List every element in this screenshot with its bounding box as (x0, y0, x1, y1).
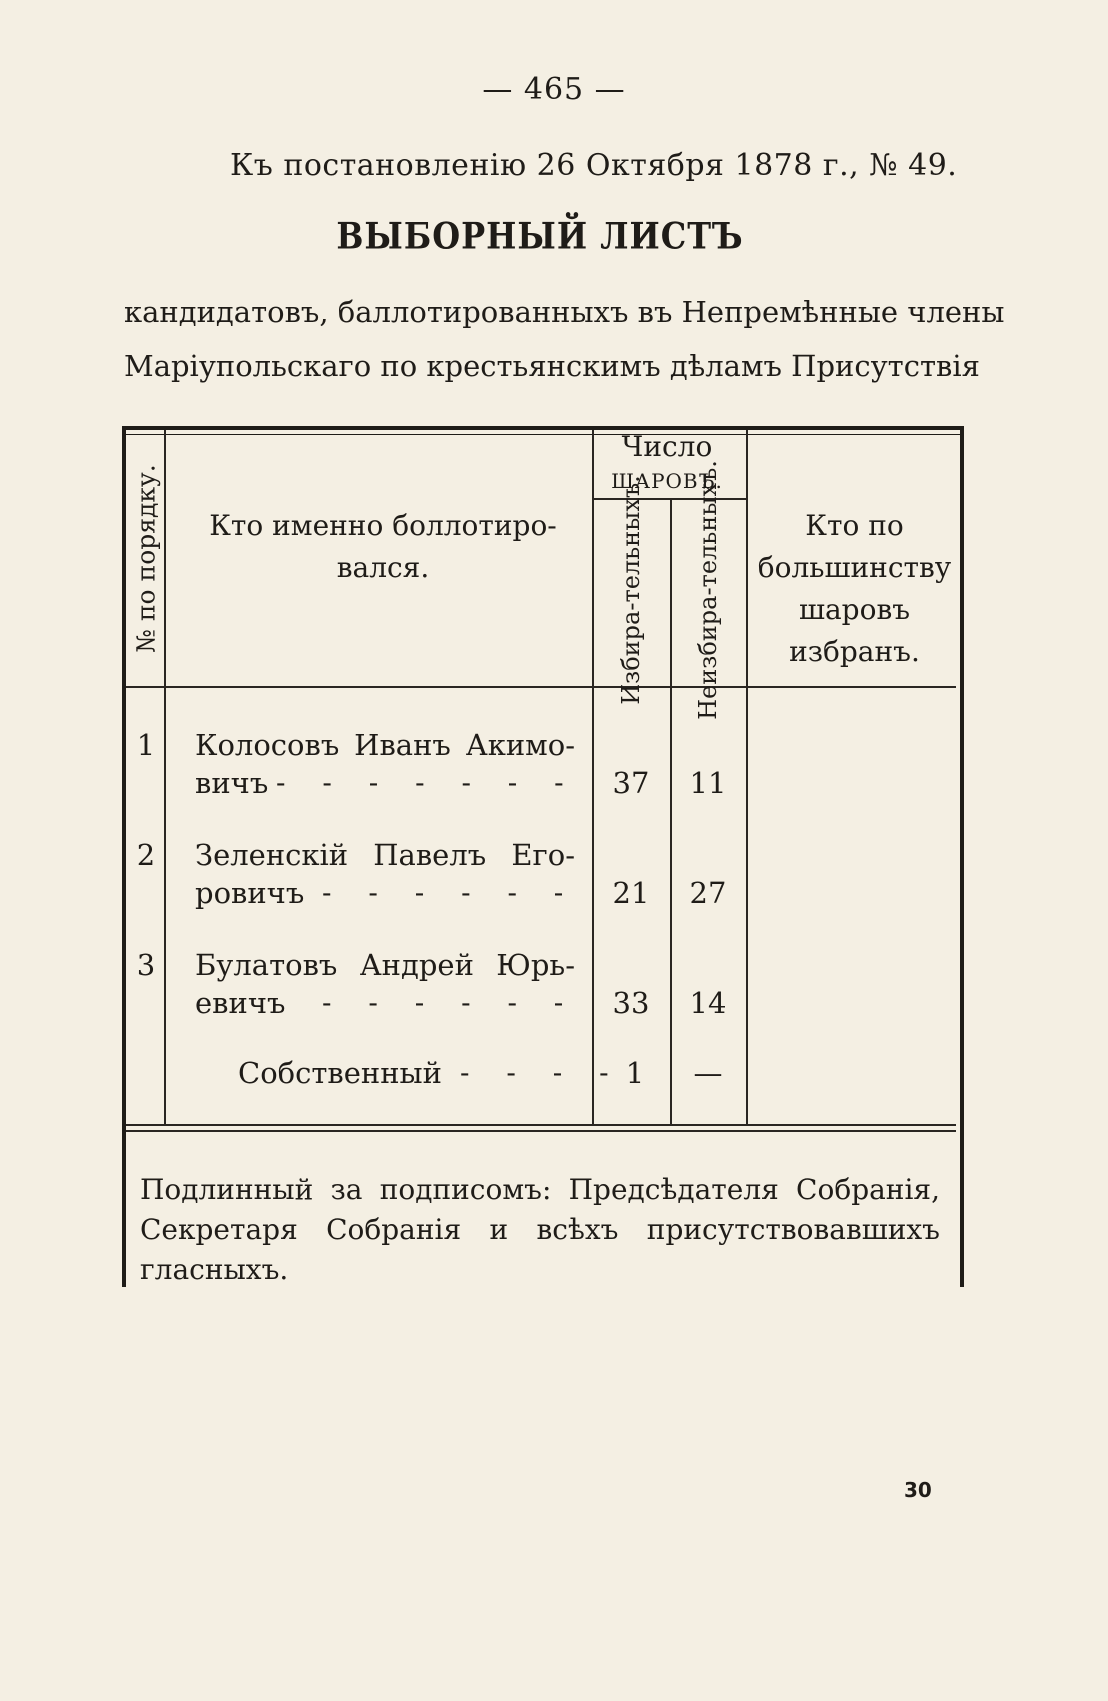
table-bottom-rule (126, 1124, 956, 1126)
signature-note (140, 1170, 940, 1290)
document-title: ВЫБОРНЫЙ ЛИСТЪ (336, 214, 744, 258)
row-2-for: 21 (612, 876, 650, 910)
own-label: Собственный (238, 1056, 442, 1090)
row-2-name-line-2: ровичъ (195, 876, 305, 910)
row-1-dashes: - - - - - - - (276, 766, 578, 799)
header-bottom-rule (126, 686, 956, 688)
header-number (128, 440, 164, 676)
header-elected: Кто по большинству шаровъ избранъ. (757, 509, 952, 668)
subtitle-line-1-text: кандидатовъ, баллотированныхъ въ Непремѣнные члены (124, 295, 1005, 329)
header-against (673, 460, 743, 720)
own-for: 1 (625, 1056, 645, 1090)
subtitle-line-2 (124, 349, 980, 383)
row-1-number: 1 (136, 728, 156, 762)
signature-note-line-2: Секретаря Собранія и всѣхъ присутствовавшихъ (140, 1213, 940, 1246)
page-number: — 465 — (482, 72, 626, 107)
decree-reference: Къ постановленію 26 Октября 1878 г., № 49. (230, 148, 958, 183)
subtitle-line-2-text: Маріупольскаго по крестьянскимъ дѣламъ Присутствія (124, 349, 980, 383)
col-divider-votes (670, 500, 672, 1125)
table-bottom-rule-thin (126, 1130, 956, 1132)
col-divider-count (746, 430, 748, 1125)
header-for (596, 475, 666, 705)
row-1-name-line-2: вичъ (195, 766, 269, 800)
row-2-number: 2 (136, 838, 156, 872)
col-divider-who (592, 430, 594, 1125)
header-against-text: Неизбира-тельныхъ. (694, 460, 722, 720)
own-against: — (693, 1056, 723, 1090)
subtitle-line-1 (124, 295, 1005, 329)
signature-note-line-1: Подлинный за подписомъ: Предсѣдателя Собранія, (140, 1173, 940, 1206)
row-1-name-line-1: Колосовъ Иванъ Акимо- (195, 728, 575, 762)
row-3-for: 33 (612, 986, 650, 1020)
header-number-text: № по порядку. (131, 463, 161, 653)
col-divider-number (164, 430, 166, 1125)
header-for-text: Избира-тельныхъ. (617, 475, 646, 705)
signature-note-line-3: гласныхъ. (140, 1253, 289, 1286)
row-1-against: 11 (689, 766, 727, 800)
row-2-against: 27 (689, 876, 727, 910)
row-3-name-line-1: Булатовъ Андрей Юрь- (195, 948, 575, 982)
header-who: Кто именно боллотиро-вался. (209, 509, 557, 584)
row-3-name-line-2: евичъ (195, 986, 286, 1020)
sheet-mark: 30 (904, 1478, 932, 1502)
row-1-for: 37 (612, 766, 650, 800)
own-dashes: - - - - (460, 1056, 623, 1089)
row-3-against: 14 (689, 986, 727, 1020)
row-2-dashes: - - - - - - (322, 876, 578, 909)
header-count-label: Число (621, 430, 713, 463)
row-3-number: 3 (136, 948, 156, 982)
row-3-dashes: - - - - - - (322, 986, 578, 1019)
header-count-sub: ШАРОВЪ. (611, 469, 723, 493)
row-2-name-line-1: Зеленскій Павелъ Его- (195, 838, 575, 872)
